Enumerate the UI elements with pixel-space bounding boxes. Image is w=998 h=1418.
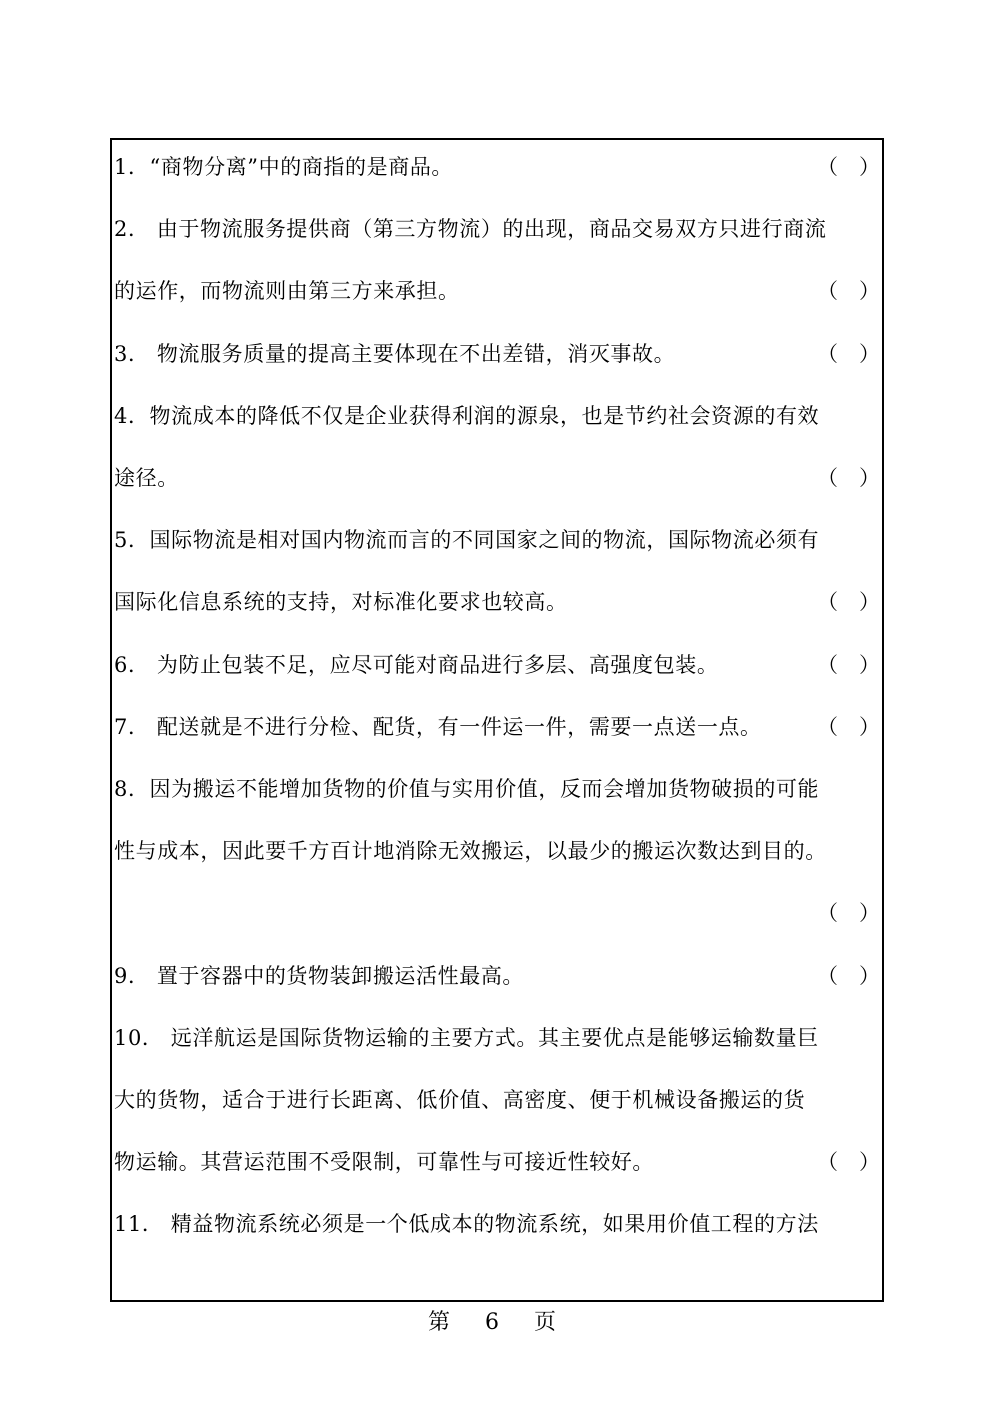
- question-text: 5．国际物流是相对国内物流而言的不同国家之间的物流，国际物流必须有: [114, 528, 820, 553]
- question-text: 的运作，而物流则由第三方来承担。: [114, 279, 460, 304]
- question-line: [114, 896, 880, 930]
- question-text: 11． 精益物流系统必须是一个低成本的物流系统，如果用价值工程的方法: [114, 1212, 819, 1237]
- question-text: 9． 置于容器中的货物装卸搬运活性最高。: [114, 963, 525, 988]
- question-line: [114, 834, 880, 868]
- question-line: [114, 274, 880, 308]
- question-text: 6． 为防止包装不足，应尽可能对商品进行多层、高强度包装。: [114, 652, 719, 677]
- question-line: [114, 772, 880, 806]
- question-text: 7． 配送就是不进行分检、配货，有一件运一件，需要一点送一点。: [114, 714, 762, 739]
- question-text: 国际化信息系统的支持，对标准化要求也较高。: [114, 590, 568, 615]
- question-list: [112, 140, 882, 1300]
- answer-blank: （ ）: [817, 466, 880, 490]
- question-text: 4．物流成本的降低不仅是企业获得利润的源泉，也是节约社会资源的有效: [114, 403, 820, 428]
- question-text: 性与成本，因此要千方百计地消除无效搬运，以最少的搬运次数达到目的。: [114, 839, 827, 864]
- answer-blank: （ ）: [817, 155, 880, 179]
- answer-blank: （ ）: [817, 652, 880, 677]
- question-line: [114, 1083, 880, 1117]
- question-line: [114, 337, 880, 371]
- question-line: [114, 399, 880, 433]
- answer-blank: （ ）: [817, 1150, 880, 1175]
- question-text: 物运输。其营运范围不受限制，可靠性与可接近性较好。: [114, 1150, 654, 1175]
- answer-blank: （ ）: [817, 714, 880, 739]
- question-line: [114, 585, 880, 619]
- question-line: [114, 150, 880, 184]
- answer-blank: （ ）: [817, 279, 880, 304]
- question-line: [114, 1207, 880, 1241]
- page-number: 第 6 页: [428, 1310, 570, 1335]
- question-line: [114, 1021, 880, 1055]
- answer-blank: （ ）: [817, 590, 880, 615]
- question-text: 3． 物流服务质量的提高主要体现在不出差错，消灭事故。: [114, 341, 676, 366]
- question-line: [114, 523, 880, 557]
- answer-blank: （ ）: [817, 341, 880, 366]
- question-text: 途径。: [114, 466, 179, 490]
- question-text: 8．因为搬运不能增加货物的价值与实用价值，反而会增加货物破损的可能: [114, 777, 820, 801]
- question-frame: [110, 138, 884, 1302]
- question-line: [114, 1145, 880, 1179]
- question-line: [114, 212, 880, 246]
- question-text: 1．“商物分离”中的商指的是商品。: [114, 155, 454, 179]
- answer-blank: （ ）: [817, 901, 880, 926]
- question-text: 10． 远洋航运是国际货物运输的主要方式。其主要优点是能够运输数量巨: [114, 1025, 819, 1050]
- question-line: [114, 461, 880, 495]
- question-line: [114, 710, 880, 744]
- question-line: [114, 959, 880, 993]
- question-text: 2． 由于物流服务提供商（第三方物流）的出现，商品交易双方只进行商流: [114, 217, 827, 242]
- answer-blank: （ ）: [817, 963, 880, 988]
- question-line: [114, 648, 880, 682]
- question-text: 大的货物，适合于进行长距离、低价值、高密度、便于机械设备搬运的货: [114, 1088, 806, 1112]
